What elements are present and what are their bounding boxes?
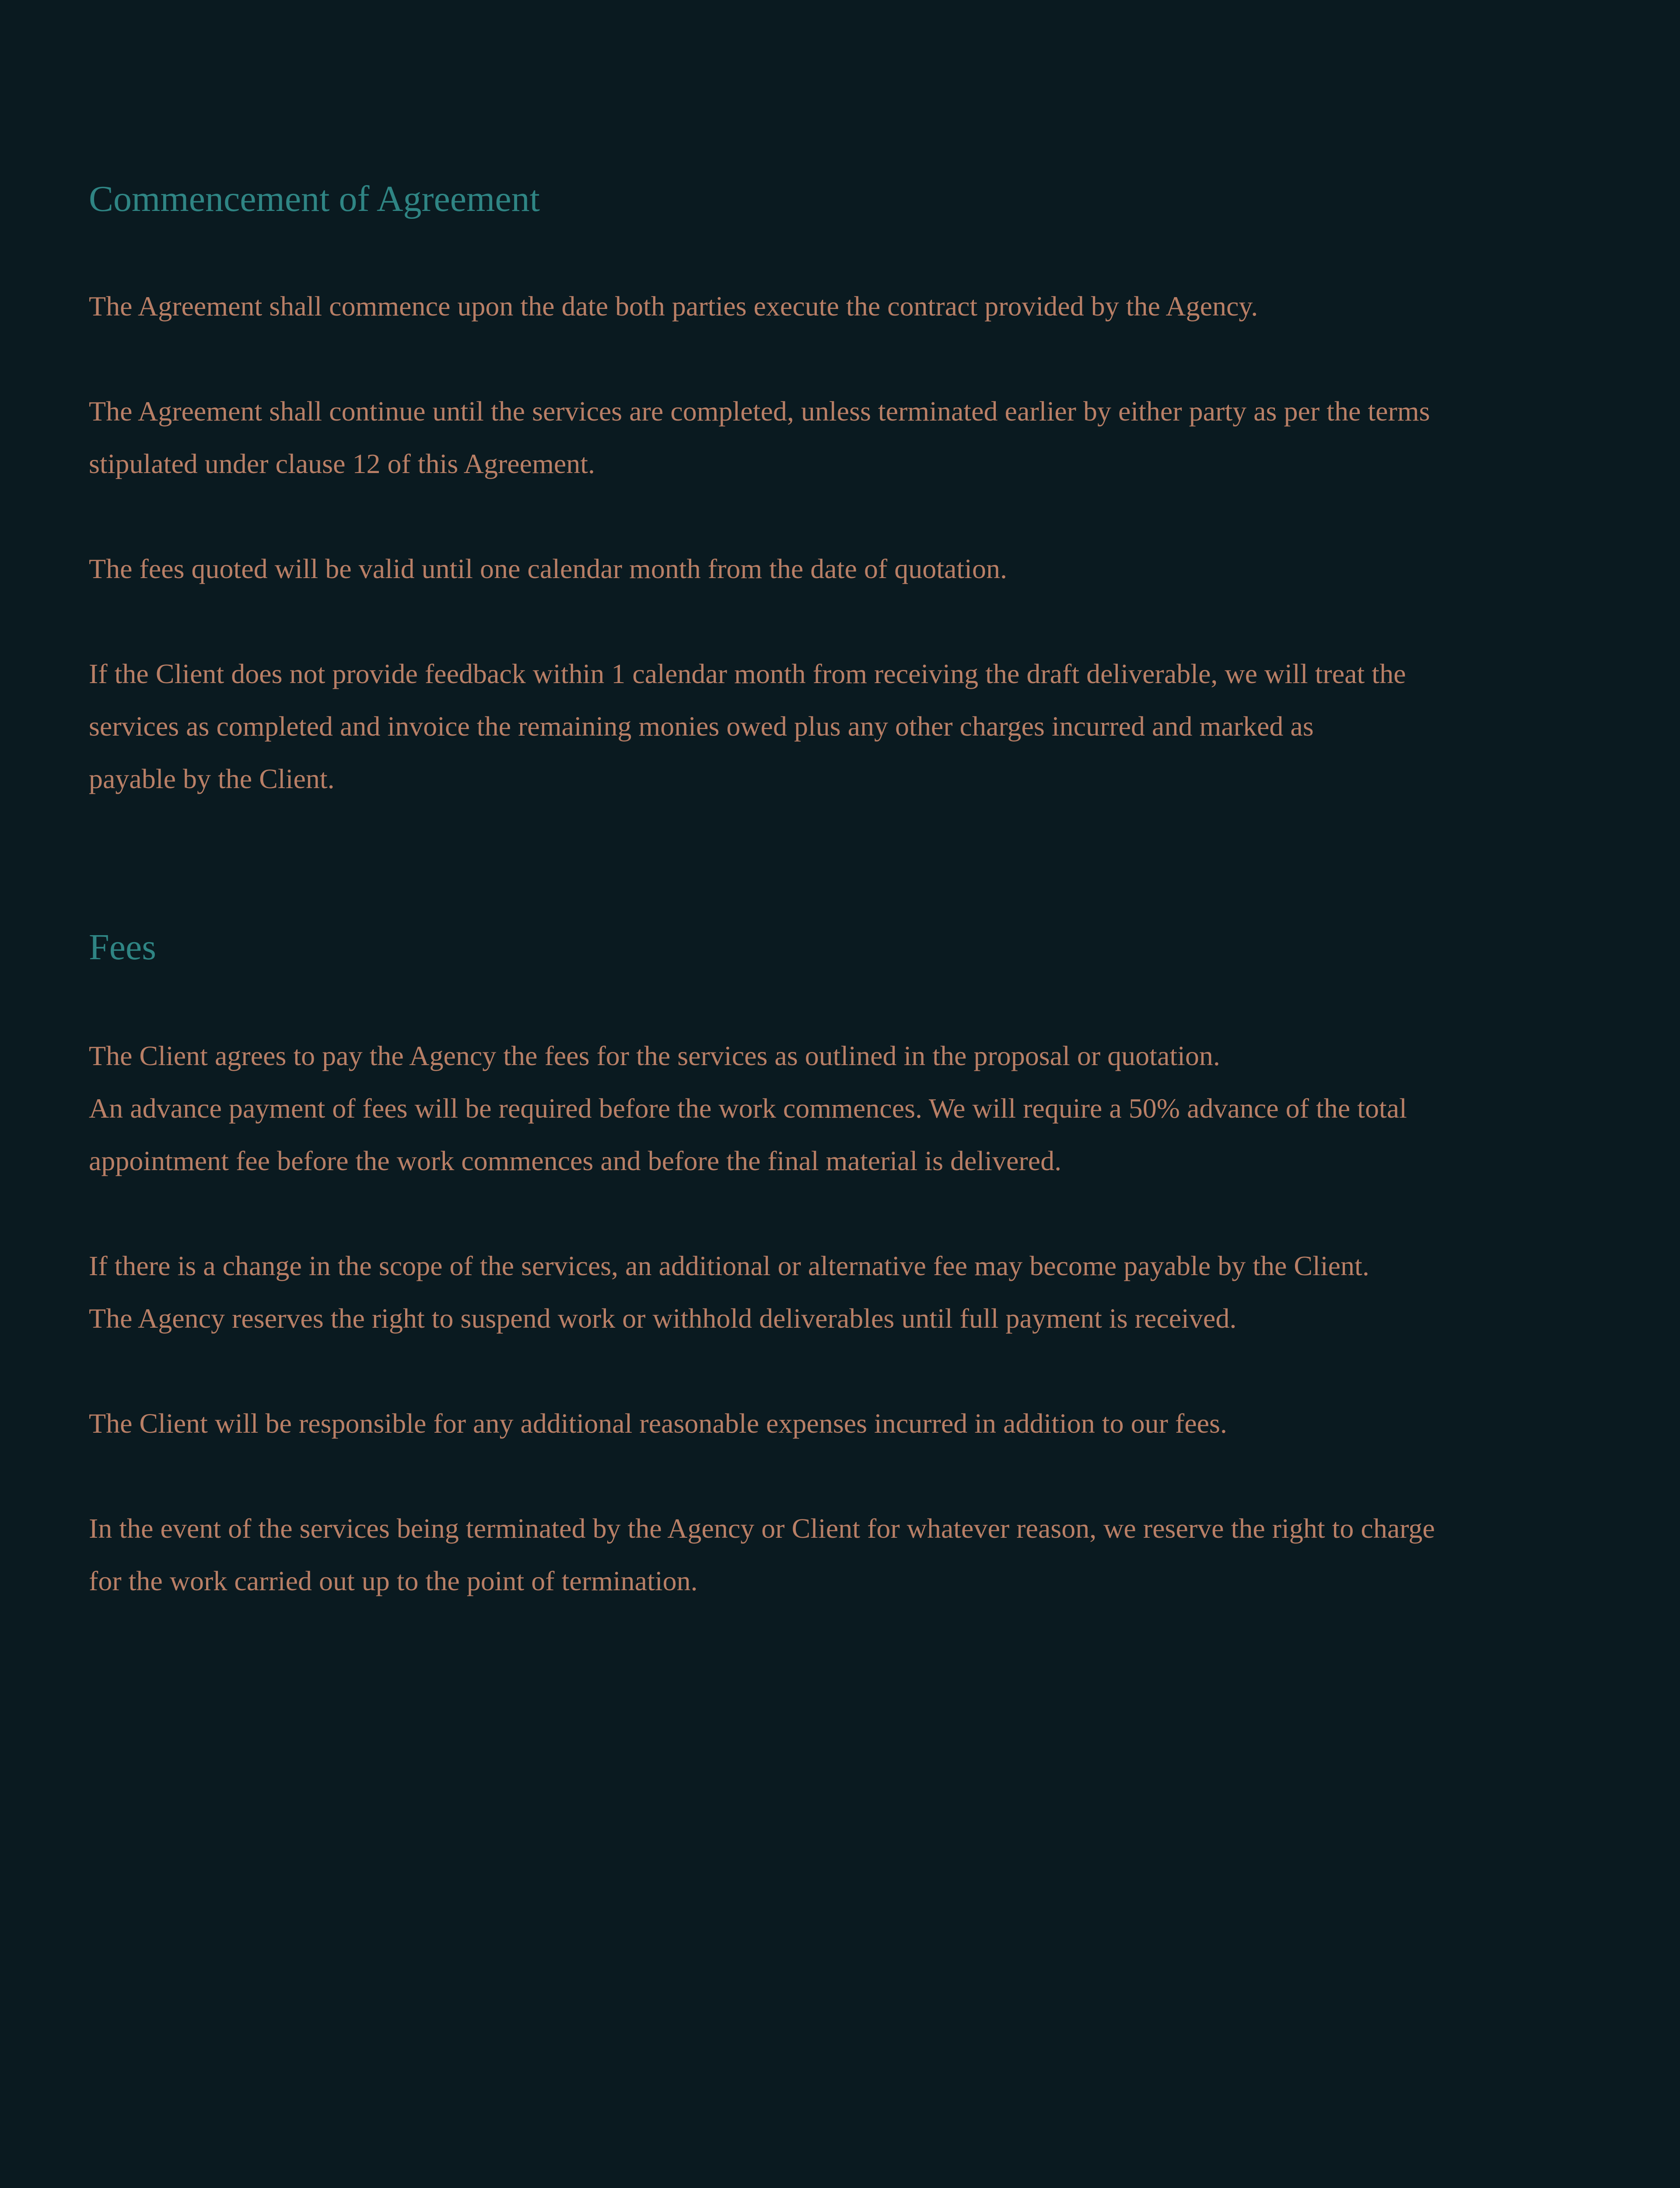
paragraph-fee-validity	[89, 543, 1594, 595]
paragraph-scope-change	[89, 1240, 1594, 1345]
paragraph-line: An advance payment of fees will be required before the work commences. We will require a 50% advance of the total	[89, 1093, 1407, 1124]
paragraph-line: If the Client does not provide feedback within 1 calendar month from receiving the draft deliverable, we will treat the	[89, 658, 1406, 689]
paragraph-termination	[89, 1502, 1594, 1607]
paragraph-line: for the work carried out up to the point of termination.	[89, 1565, 698, 1596]
paragraph-line: appointment fee before the work commences and before the final material is delivered.	[89, 1145, 1062, 1176]
paragraph-line: The Agreement shall continue until the services are completed, unless terminated earlier by either party as per the terms	[89, 396, 1430, 427]
paragraph-feedback	[89, 648, 1594, 805]
paragraph-line: The Client will be responsible for any additional reasonable expenses incurred in addition to our fees.	[89, 1408, 1227, 1439]
paragraph-line: stipulated under clause 12 of this Agreement.	[89, 448, 595, 479]
paragraph-expenses	[89, 1397, 1594, 1450]
paragraph-line: The Agreement shall commence upon the date both parties execute the contract provided by the Agency.	[89, 291, 1258, 322]
paragraph-line: payable by the Client.	[89, 763, 335, 794]
section-title-fees: Fees	[89, 927, 156, 968]
paragraph-commencement-date	[89, 280, 1594, 333]
paragraph-line: The Agency reserves the right to suspend work or withhold deliverables until full payment is received.	[89, 1303, 1237, 1334]
paragraph-continuation	[89, 385, 1594, 490]
paragraph-line: services as completed and invoice the remaining monies owed plus any other charges incurred and marked as	[89, 711, 1314, 742]
paragraph-fees-advance	[89, 1030, 1594, 1187]
paragraph-line: In the event of the services being terminated by the Agency or Client for whatever reason, we reserve the right to charge	[89, 1513, 1435, 1544]
paragraph-line: The fees quoted will be valid until one calendar month from the date of quotation.	[89, 553, 1007, 584]
section-title-commencement: Commencement of Agreement	[89, 179, 540, 219]
paragraph-line: The Client agrees to pay the Agency the fees for the services as outlined in the proposal or quotation.	[89, 1040, 1220, 1071]
paragraph-line: If there is a change in the scope of the services, an additional or alternative fee may become payable by the Client.	[89, 1250, 1369, 1281]
